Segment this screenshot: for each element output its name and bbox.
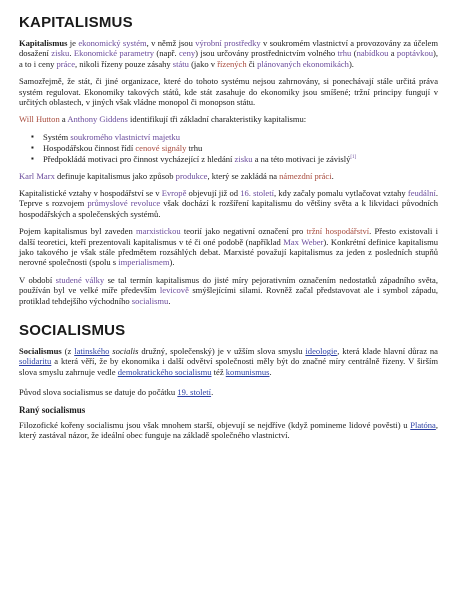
hyperlink[interactable]: práce — [56, 58, 76, 69]
hyperlink[interactable]: Platóna — [410, 419, 436, 430]
hyperlink[interactable]: Evropě — [161, 187, 187, 198]
paragraph: Samozřejmě, že stát, či jiné organizace, které do tohoto systému nejsou zahrnovány, si ponechávají stále určitá práva systém regulovat. Ekonomiky takových států, kde stát zasahuje do ekonomiky jsou smíšené; tržní principy fungují v určitých oblastech, v jiných však vládne monopol či monopson státu. — [19, 76, 438, 108]
bold-term: Socialismus — [19, 346, 62, 357]
hyperlink[interactable]: demokratického socialismu — [117, 366, 212, 377]
italic-term: socialis — [112, 346, 139, 357]
hyperlink[interactable]: imperialismem — [118, 257, 170, 268]
paragraph: Kapitalistické vztahy v hospodářství se v Evropě objevují již od 16. století, kdy začaly pomalu vytlačovat vztahy feudální. Teprve s rozvojem průmyslové revoluce však dochází k rozšíření kapitalismu do většiny světa a k likvidaci původních hospodářských a společenských systémů. — [19, 187, 439, 219]
hyperlink[interactable]: výrobní prostředky — [195, 38, 261, 48]
paragraph: Karl Marx definuje kapitalismus jako způsob produkce, který se zakládá na námezdní práci. — [19, 170, 334, 181]
hyperlink[interactable]: levicově — [159, 285, 189, 296]
paragraph: Filozofické kořeny socialismu jsou však mnohem starší, objevují se nejdříve (když pomineme lidové pověsti) u Platóna, který zastával názor, že ideální obec funguje na základě společného vlastnictví. — [19, 419, 438, 441]
hyperlink[interactable]: produkce — [175, 170, 208, 181]
section-title-socialismus: SOCIALISMUS — [19, 322, 126, 340]
hyperlink[interactable]: soukromého vlastnictví majetku — [70, 131, 180, 142]
hyperlink[interactable]: solidaritu — [19, 356, 52, 367]
hyperlink[interactable]: 19. století — [177, 387, 212, 398]
hyperlink[interactable]: zisku — [51, 48, 70, 59]
characteristics-list — [19, 132, 438, 165]
subheading: Raný socialismus — [19, 404, 86, 415]
hyperlink[interactable]: studené války — [55, 274, 105, 285]
list-item: ▪ Předpokládá motivaci pro činnost vycházející z hledání zisku a na této motivaci je závislý[1] — [33, 154, 438, 165]
list-item: ▪ Systém soukromého vlastnictví majetku — [33, 132, 438, 143]
hyperlink[interactable]: průmyslové revoluce — [87, 198, 161, 209]
hyperlink[interactable]: latinského — [74, 346, 110, 357]
paragraph: Pojem kapitalismus byl zaveden marxistickou teorií jako negativní označení pro tržní hospodářství. Přesto existovali i další teoretici, kteří prezentovali kapitalismus v té či oné podobě (například Max Weber). Konkrétní definice kapitalismu jako takového je však stále předmětem rozsáhlých debat. Marxisté považují kapitalismus za jeden z posledních stupňů nerovné společnosti (spolu s imperialismem). — [19, 226, 438, 268]
missing-page-link[interactable]: Will Hutton — [19, 114, 60, 125]
missing-page-link[interactable]: řízených — [217, 58, 247, 69]
hyperlink[interactable]: nabídkou — [356, 48, 389, 59]
bold-term: Kapitalismus — [19, 38, 68, 48]
paragraph: Will Hutton a Anthony Giddens identifikují tři základní charakteristiky kapitalismu: — [19, 114, 307, 125]
missing-page-link[interactable]: tržní hospodářství — [306, 226, 370, 237]
missing-page-link[interactable]: cenové signály — [135, 142, 187, 153]
hyperlink[interactable]: Max Weber — [283, 236, 324, 247]
paragraph: Kapitalismus je ekonomický systém, v němž jsou výrobní prostředky v soukromém vlastnictví a provozovány za účelem dosažení zisku. Ekonomické parametry (např. ceny) jsou určovány prostřednictvím volného trhu (nabídkou a poptávkou), a to i ceny práce, nikoli řízeny pouze zásahy státu (jako v řízených či plánovaných ekonomikách). — [19, 38, 438, 69]
hyperlink[interactable]: feudální — [407, 187, 436, 198]
hyperlink[interactable]: Anthony Giddens — [67, 114, 128, 125]
list-item: ▪ Hospodářskou činnost řídí cenové signály trhu — [33, 143, 438, 154]
footnote-link[interactable]: [1] — [350, 154, 357, 160]
hyperlink[interactable]: trhu — [337, 48, 352, 59]
paragraph: Socialismus (z latinského socialis družný, společenský) je v užším slova smyslu ideologie, která klade hlavní důraz na solidaritu a která věří, že by ekonomika i další odvětví společnosti měly být do značné míry centrálně řízeny. V širším slova smyslu zahrnuje vedle demokratického socialismu též komunismus. — [19, 346, 438, 377]
hyperlink[interactable]: ceny — [178, 48, 196, 59]
hyperlink[interactable]: zisku — [234, 153, 253, 164]
hyperlink[interactable]: plánovaných ekonomikách — [257, 58, 349, 69]
hyperlink[interactable]: Karl Marx — [19, 170, 55, 181]
hyperlink[interactable]: poptávkou — [396, 48, 434, 59]
hyperlink[interactable]: státu — [172, 58, 189, 69]
paragraph: V období studené války se tal termín kapitalismus do jisté míry pejorativním označením nedostatků západního světa, používán byl ve velké míře především levicově smýšlejícími silami. Rovněž začal představovat ale i symbol západu, protiklad tehdejšího východního socialismu. — [19, 274, 438, 306]
hyperlink[interactable]: ekonomický systém — [78, 38, 147, 48]
hyperlink[interactable]: socialismu — [131, 295, 169, 306]
hyperlink[interactable]: ideologie — [305, 346, 338, 357]
hyperlink[interactable]: Ekonomické parametry — [73, 48, 155, 59]
hyperlink[interactable]: 16. století — [240, 187, 274, 198]
paragraph: Původ slova socialismus se datuje do počátku 19. století. — [19, 387, 214, 398]
hyperlink[interactable]: marxistickou — [136, 226, 181, 237]
hyperlink[interactable]: komunismus — [225, 366, 270, 377]
missing-page-link[interactable]: námezdní práci — [279, 170, 332, 181]
section-title-kapitalismus: KAPITALISMUS — [19, 14, 133, 31]
